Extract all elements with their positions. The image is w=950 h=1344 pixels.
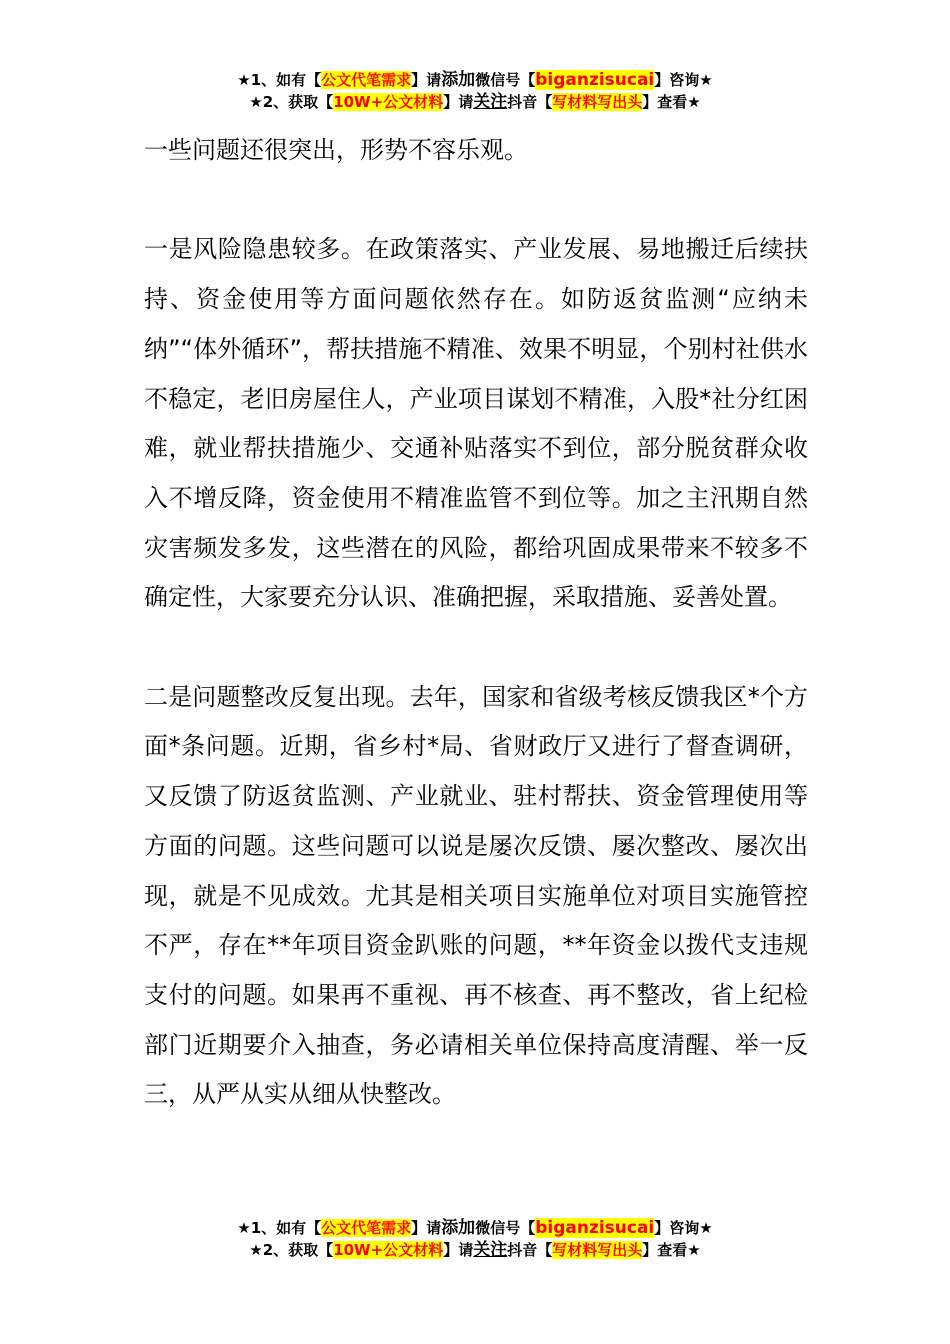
star-icon: ★ (237, 1219, 251, 1237)
header-banner (0, 69, 950, 113)
highlight-wechat-id: biganzisucai (535, 1218, 655, 1238)
banner-emphasis: 关注 (473, 92, 508, 112)
highlight-service: 公文代笔需求 (321, 1219, 412, 1237)
star-icon: ★ (699, 1219, 713, 1237)
footer-banner (0, 1217, 950, 1261)
banner-text: 】咨询 (654, 1219, 700, 1237)
banner-text: 】请 (443, 1241, 474, 1259)
banner-text: 2、获取【 (262, 1241, 334, 1259)
paragraph-risk: 一是风险隐患较多。在政策落实、产业发展、易地搬迁后续扶持、资金使用等方面问题依然存在。如防返贫监测“应纳未纳”“体外循环”，帮扶措施不精准、效果不明显，个别村社供水不稳定，老旧房屋住人，产业项目谋划不精准，入股*社分红困难，就业帮扶措施少、交通补贴落实不到位，部分脱贫群众收入不增反降，资金使用不精准监管不到位等。加之主汛期自然灾害频发多发，这些潜在的风险，都给巩固成果带来不较多不确定性，大家要充分认识、准确把握，采取措施、妥善处置。 (144, 235, 808, 612)
star-icon: ★ (249, 1241, 263, 1259)
highlight-materials: 10W+公文材料 (333, 93, 444, 111)
banner-emphasis: 关注 (473, 1240, 508, 1260)
banner-text: 】请 (411, 71, 442, 89)
banner-text: 】查看 (642, 1241, 688, 1259)
banner-line-2 (0, 91, 950, 113)
banner-emphasis: 添加 (441, 1218, 476, 1238)
banner-text: 】请 (411, 1219, 442, 1237)
document-body (144, 126, 808, 1120)
highlight-service: 公文代笔需求 (321, 71, 412, 89)
paragraph-intro: 一些问题还很突出，形势不容乐观。 (144, 136, 528, 164)
banner-text: 微信号【 (475, 71, 536, 89)
banner-emphasis: 添加 (441, 70, 476, 90)
highlight-douyin-account: 写材料写出头 (552, 93, 643, 111)
star-icon: ★ (699, 71, 713, 89)
highlight-douyin-account: 写材料写出头 (552, 1241, 643, 1259)
star-icon: ★ (249, 93, 263, 111)
banner-line-1 (0, 69, 950, 91)
banner-text: 】查看 (642, 93, 688, 111)
banner-text: 1、如有【 (250, 1219, 322, 1237)
banner-text: 抖音【 (507, 93, 553, 111)
paragraph-rectification: 二是问题整改反复出现。去年，国家和省级考核反馈我区*个方面*条问题。近期，省乡村*局、省财政厅又进行了督查调研，又反馈了防返贫监测、产业就业、驻村帮扶、资金管理使用等方面的问题。这些问题可以说是屡次反馈、屡次整改、屡次出现，就是不见成效。尤其是相关项目实施单位对项目实施管控不严，存在**年项目资金趴账的问题，**年资金以拨代支违规支付的问题。如果再不重视、再不核查、再不整改，省上纪检部门近期要介入抽查，务必请相关单位保持高度清醒、举一反三，从严从实从细从快整改。 (144, 682, 808, 1109)
banner-text: 1、如有【 (250, 71, 322, 89)
banner-text: 】咨询 (654, 71, 700, 89)
banner-text: 2、获取【 (262, 93, 334, 111)
star-icon: ★ (687, 1241, 701, 1259)
banner-line-2 (0, 1239, 950, 1261)
banner-text: 抖音【 (507, 1241, 553, 1259)
highlight-materials: 10W+公文材料 (333, 1241, 444, 1259)
star-icon: ★ (237, 71, 251, 89)
banner-line-1 (0, 1217, 950, 1239)
highlight-wechat-id: biganzisucai (535, 70, 655, 90)
star-icon: ★ (687, 93, 701, 111)
banner-text: 微信号【 (475, 1219, 536, 1237)
banner-text: 】请 (443, 93, 474, 111)
